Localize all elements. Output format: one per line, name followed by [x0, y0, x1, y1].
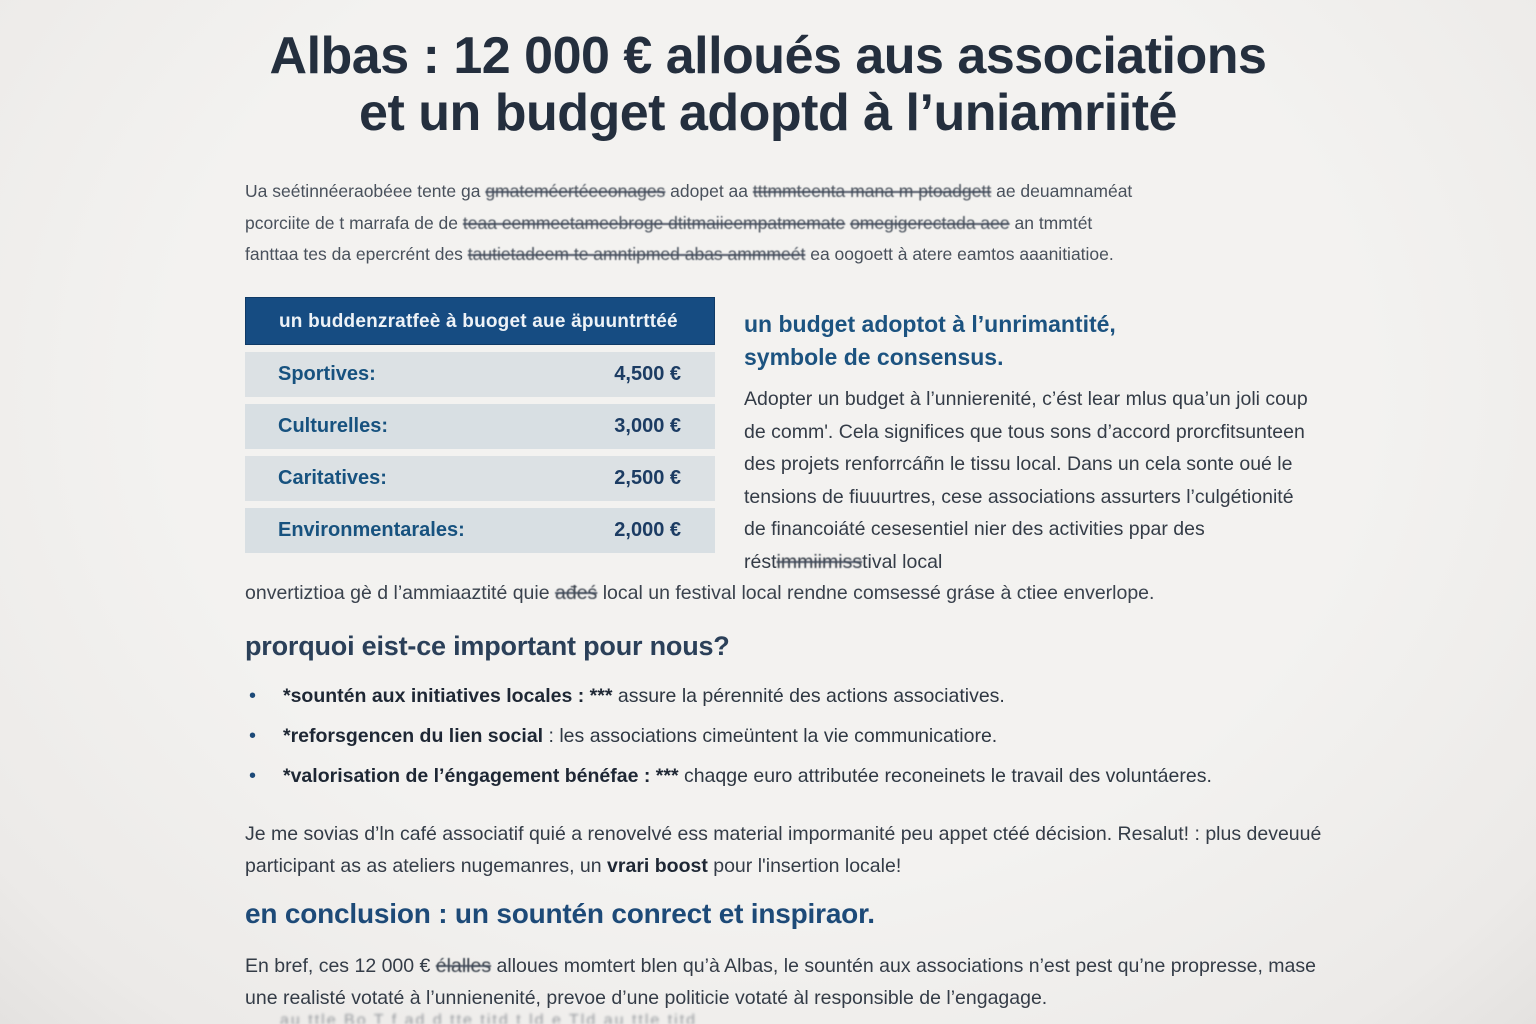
row-value: 4,500 € [614, 363, 681, 385]
row-value: 2,000 € [614, 519, 681, 541]
bullet-text [283, 756, 1212, 796]
bullet-marker: • [249, 725, 257, 747]
anecdote-text: Je me sovias d’ln café associatif quié a renovelvé ess material impormanité peu appet ctéé décision. Resalut! : plus deveuué participant as as ateliers nugemanres, un [245, 823, 1322, 877]
bridge-line [245, 582, 1343, 605]
title-line-2: et un budget adoptd à l’uniamriité [359, 84, 1177, 142]
bullet-rest-text: assure la pérennité des actions associatives. [612, 685, 1005, 707]
bullet-item [249, 756, 1334, 796]
cutoff-bottom-line: au ttle Bo T f ad d tte titd t ld e Tld au ttle titd [280, 1012, 698, 1024]
intro-line-3 [245, 239, 1295, 271]
conclusion-text: alloues momtert blen qu’à Albas, le sountén aux associations n’est pest qu’ne propresse, mase une realisté votaté à l’unnienenité, prevoe d’une politicie votaté àl responsible de l’engagage. [245, 955, 1316, 1009]
conclusion-paragraph [245, 951, 1343, 1014]
row-value: 3,000 € [614, 415, 681, 437]
row-label: Caritatives: [278, 467, 387, 489]
aside-heading-line-2: symbole de consensus. [744, 344, 1004, 370]
intro-smudged-text: tautietadeem te amntipmed abas ammmeét [467, 244, 806, 264]
bullet-rest-text: : les associations cimeüntent la vie communicatiore. [543, 725, 998, 747]
bullet-item [249, 676, 1334, 716]
aside-smudged-text: immiimiss [776, 550, 863, 573]
aside-heading [744, 308, 1318, 374]
intro-smudged-text: teaa eemmeetameebroge dtitmaiieempatmemate [462, 212, 846, 233]
intro-text: adopet aa [665, 181, 753, 201]
intro-text: Ua seétinnéeraobéee tente ga [245, 181, 486, 201]
bullet-item [249, 716, 1334, 756]
aside-text: Adopter un budget à l’unnierenité, c’ést lear mlus qua’un joli coup de comm'. Cela significes que tous sons d’accord prorcfitsunteen des projets renforrcáñn le tissu local. Dans un cela sonte oué le tensions de fiuuurtres, cese associations assurters l’culgétionité de financoiáté cesesentiel nier des activities ppar des rést [744, 388, 1308, 573]
intro-text: ae deuamnaméat [991, 181, 1133, 201]
conclusion-text: En bref, ces 12 000 € [245, 955, 436, 977]
section-heading-conclusion: en conclusion : un sountén conrect et inspiraor. [245, 898, 875, 929]
bullet-bold-text: *valorisation de l’éngagement bénéfae : *** [283, 765, 679, 787]
aside-text: tival local [862, 550, 943, 573]
intro-text: pcorciite de t marrafa de de [245, 212, 463, 233]
intro-smudged-text: tttmmteenta mana m ptoadgett [752, 181, 992, 201]
budget-table-header: un buddenzratfeè à buoget aue äpuuntrttéé [245, 297, 715, 345]
bullet-list [249, 676, 1334, 796]
bullet-bold-text: *sountén aux initiatives locales : *** [283, 685, 613, 707]
intro-line-1 [245, 176, 1295, 208]
aside-heading-line-1: un budget adoptot à l’unrimantité, [744, 311, 1116, 337]
anecdote-text: pour l'insertion locale! [707, 855, 902, 877]
intro-smudged-text: omegigerectada aee [850, 212, 1010, 233]
title-line-1: Albas : 12 000 € alloués aus associations [269, 27, 1267, 85]
intro-line-2 [245, 208, 1295, 240]
anecdote-paragraph [245, 818, 1343, 882]
bullet-bold-text: *reforsgencen du lien social [283, 725, 544, 747]
row-label: Sportives: [278, 363, 376, 385]
table-row [245, 352, 715, 397]
conclusion-smudged-text: élalles [435, 955, 492, 977]
table-row [245, 508, 715, 553]
anecdote-bold-text: vrari boost [607, 855, 708, 877]
aside-column [744, 308, 1318, 579]
intro-text: ea oogoett à atere eamtos aaanitiatioe. [805, 244, 1114, 264]
section-heading-why: prorquoi eist-ce important pour nous? [245, 631, 730, 661]
bullet-rest-text: chaqge euro attributée reconeinets le travail des voluntáeres. [678, 765, 1212, 787]
bridge-text: onvertiztioa gè d l’ammiaaztité quie [245, 582, 555, 604]
aside-paragraph [744, 383, 1318, 579]
intro-smudged-text: gmateméertéeeonages [485, 181, 666, 201]
intro-text: fanttaa tes da epercrént des [245, 244, 468, 264]
bullet-marker: • [249, 765, 257, 787]
bullet-text [283, 676, 1005, 716]
page-title [0, 28, 1536, 142]
intro-text: an tmmtét [1009, 212, 1093, 233]
row-value: 2,500 € [614, 467, 681, 489]
row-label: Environmentarales: [278, 519, 465, 541]
bullet-marker: • [249, 685, 257, 707]
table-row [245, 404, 715, 449]
intro-paragraph [245, 176, 1295, 271]
table-row [245, 456, 715, 501]
row-label: Culturelles: [278, 415, 389, 437]
bullet-text [283, 716, 997, 756]
bridge-text: local un festival local rendne comsessé gráse à ctiee enverlope. [597, 582, 1155, 604]
bridge-smudged-text: ađeś [555, 582, 598, 604]
budget-table [245, 297, 715, 553]
